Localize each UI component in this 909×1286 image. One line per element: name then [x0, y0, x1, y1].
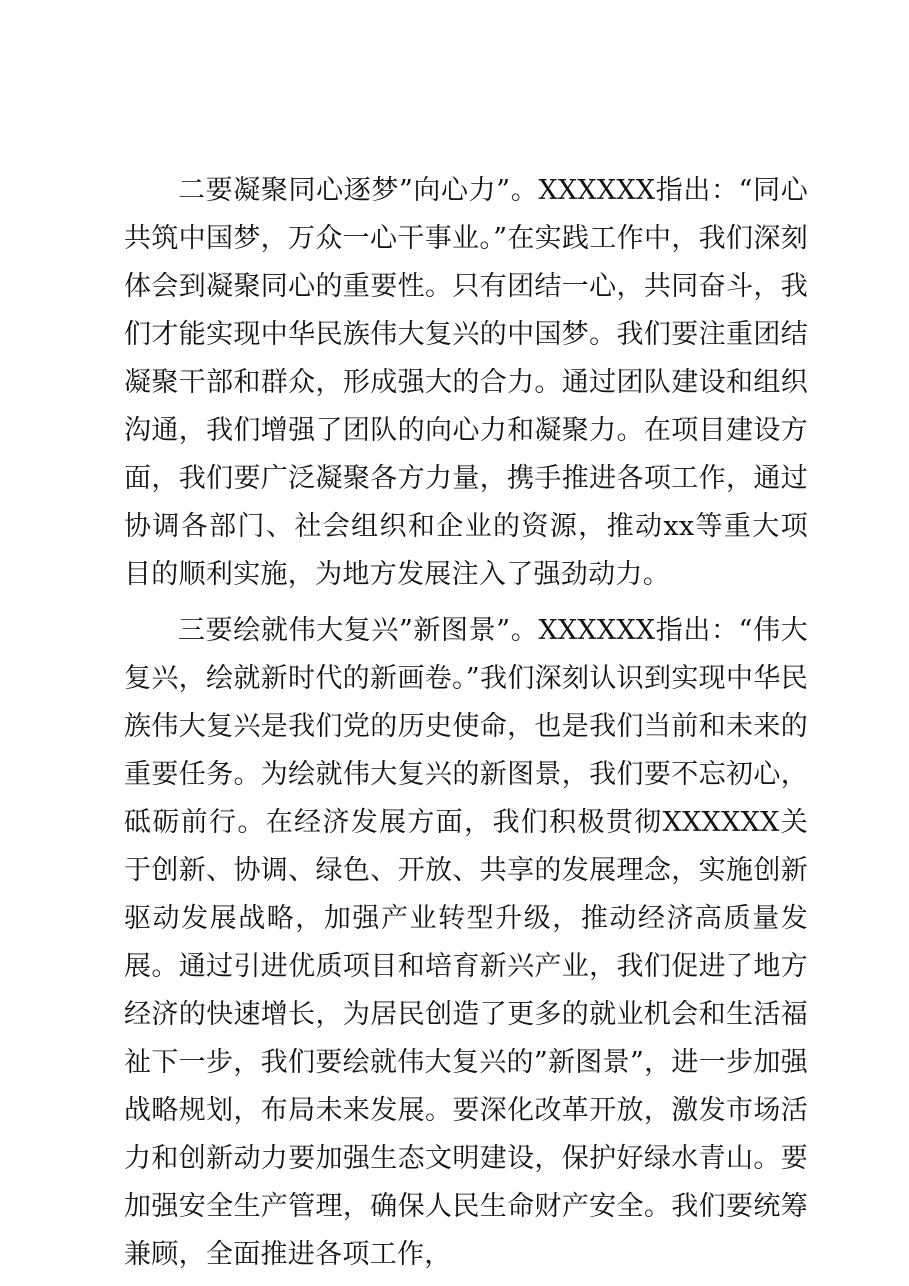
paragraph-unite-hearts: 二要凝聚同心逐梦”向心力”。XXXXXX指出：“同心共筑中国梦，万众一心干事业。”在实践工作中，我们深刻体会到凝聚同心的重要性。只有团结一心，共同奋斗，我们才能实现中华民族伟大复兴的中国梦。我们要注重团结凝聚干部和群众，形成强大的合力。通过团队建设和组织沟通，我们增强了团队的向心力和凝聚力。在项目建设方面，我们要广泛凝聚各方力量，携手推进各项工作，通过协调各部门、社会组织和企业的资源，推动xx等重大项目的顺利实施，为地方发展注入了强劲动力。 — [124, 175, 808, 590]
document-body — [124, 167, 808, 1279]
paragraph-great-rejuvenation: 三要绘就伟大复兴”新图景”。XXXXXX指出：“伟大复兴，绘就新时代的新画卷。”我们深刻认识到实现中华民族伟大复兴是我们党的历史使命，也是我们当前和未来的重要任务。为绘就伟大复兴的新图景，我们要不忘初心，砥砺前行。在经济发展方面，我们积极贯彻XXXXXX关于创新、协调、绿色、开放、共享的发展理念，实施创新驱动发展战略，加强产业转型升级，推动经济高质量发展。通过引进优质项目和培育新兴产业，我们促进了地方经济的快速增长，为居民创造了更多的就业机会和生活福祉下一步，我们要绘就伟大复兴的”新图景”，进一步加强战略规划，布局未来发展。要深化改革开放，激发市场活力和创新动力要加强生态文明建设，保护好绿水青山。要加强安全生产管理，确保人民生命财产安全。我们要统筹兼顾，全面推进各项工作， — [124, 615, 808, 1270]
